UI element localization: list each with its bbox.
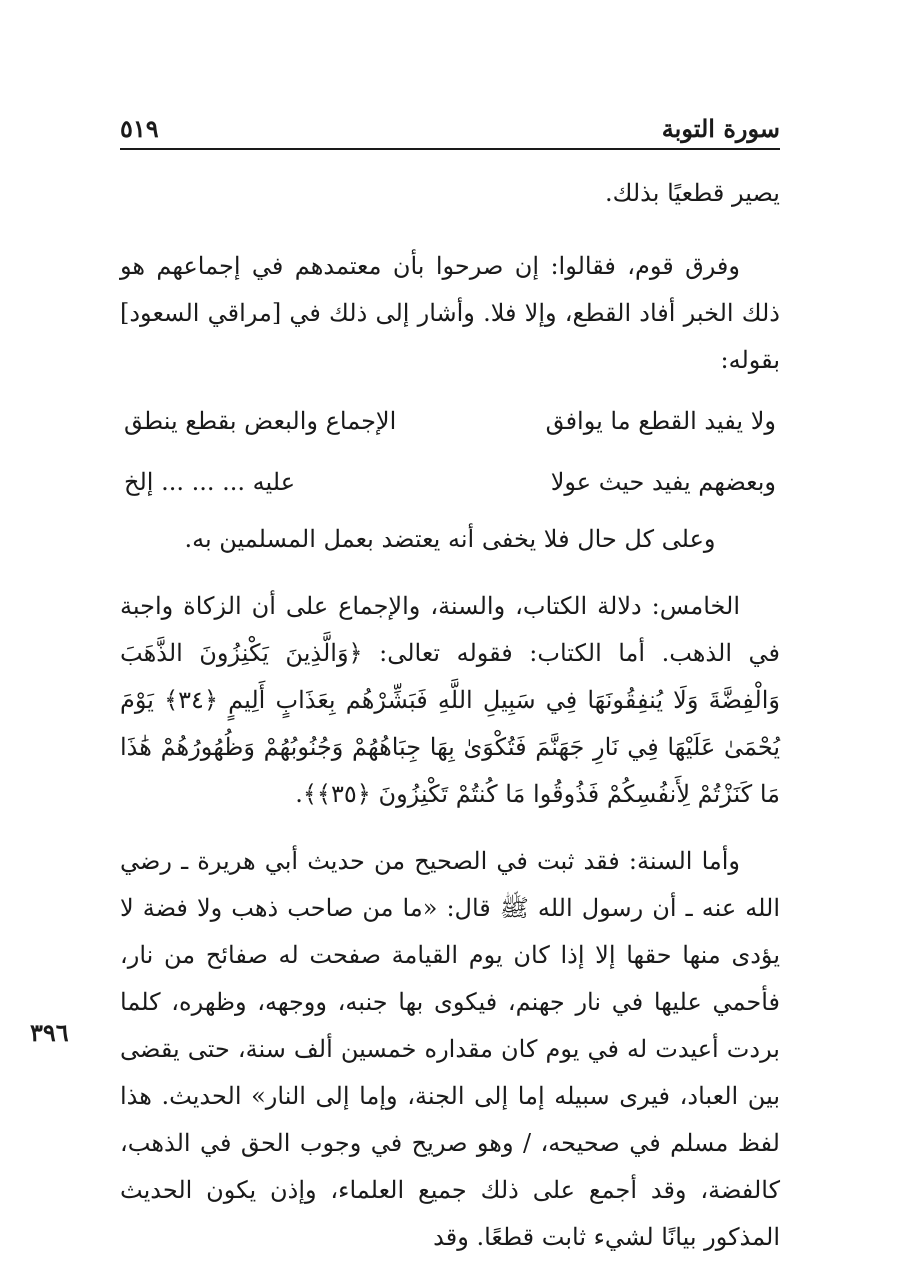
- page-body: [120, 170, 780, 1261]
- quran-verse: ﴿وَالَّذِينَ يَكْنِزُونَ الذَّهَبَ وَالْفِضَّةَ وَلَا يُنفِقُونَهَا فِي سَبِيلِ اللَّهِ فَبَشِّرْهُم بِعَذَابٍ أَلِيمٍ ﴿٣٤﴾ يَوْمَ يُحْمَىٰ عَلَيْهَا فِي نَارِ جَهَنَّمَ فَتُكْوَىٰ بِهَا جِبَاهُهُمْ وَجُنُوبُهُمْ وَظُهُورُهُمْ هَٰذَا مَا كَنَزْتُمْ لِأَنفُسِكُمْ فَذُوقُوا مَا كُنتُمْ تَكْنِزُونَ ﴿٣٥﴾﴾: [120, 639, 780, 808]
- poem-verse: [120, 459, 780, 506]
- paragraph-intro: الخامس: دلالة الكتاب، والسنة، والإجماع على أن الزكاة واجبة في الذهب. أما الكتاب: فقوله تعالى:: [120, 592, 780, 667]
- book-page: [120, 0, 780, 1271]
- verse-hemistich: وبعضهم يفيد حيث عولا: [550, 468, 776, 496]
- surah-title: سورة التوبة: [661, 114, 780, 143]
- poem-verse: [120, 398, 780, 445]
- paragraph: [120, 583, 780, 818]
- paragraph: يصير قطعيًا بذلك.: [605, 179, 780, 207]
- page-number: ٥١٩: [120, 114, 159, 143]
- verse-hemistich: ولا يفيد القطع ما يوافق: [545, 407, 776, 435]
- paragraph: وأما السنة: فقد ثبت في الصحيح من حديث أبي هريرة ـ رضي الله عنه ـ أن رسول الله ﷺ قال: «ما من صاحب ذهب ولا فضة لا يؤدى منها حقها إلا إذا كان يوم القيامة صفحت له صفائح من نار، فأحمي عليها في نار جهنم، فيكوى بها جنبه، ووجهه، وظهره، كلما بردت أعيدت له في يوم كان مقداره خمسين ألف سنة، حتى يقضى بين العباد، فيرى سبيله إما إلى الجنة، وإما إلى النار» الحديث. هذا لفظ مسلم في صحيحه، / وهو صريح في وجوب الحق في الذهب، كالفضة، وقد أجمع على ذلك جميع العلماء، وإذن يكون الحديث المذكور بيانًا لشيء ثابت قطعًا. وقد: [120, 847, 780, 1251]
- margin-page-number: ٣٩٦: [30, 1018, 69, 1047]
- paragraph-end: .: [295, 780, 303, 808]
- paragraph: وفرق قوم، فقالوا: إن صرحوا بأن معتمدهم في إجماعهم هو ذلك الخبر أفاد القطع، وإلا فلا. وأشار إلى ذلك في [مراقي السعود] بقوله:: [120, 252, 780, 374]
- verse-hemistich: الإجماع والبعض بقطع ينطق: [124, 407, 397, 435]
- verse-hemistich: عليه ... ... ... إلخ: [124, 468, 296, 496]
- page-header: [120, 110, 780, 150]
- paragraph: وعلى كل حال فلا يخفى أنه يعتضد بعمل المسلمين به.: [184, 525, 716, 553]
